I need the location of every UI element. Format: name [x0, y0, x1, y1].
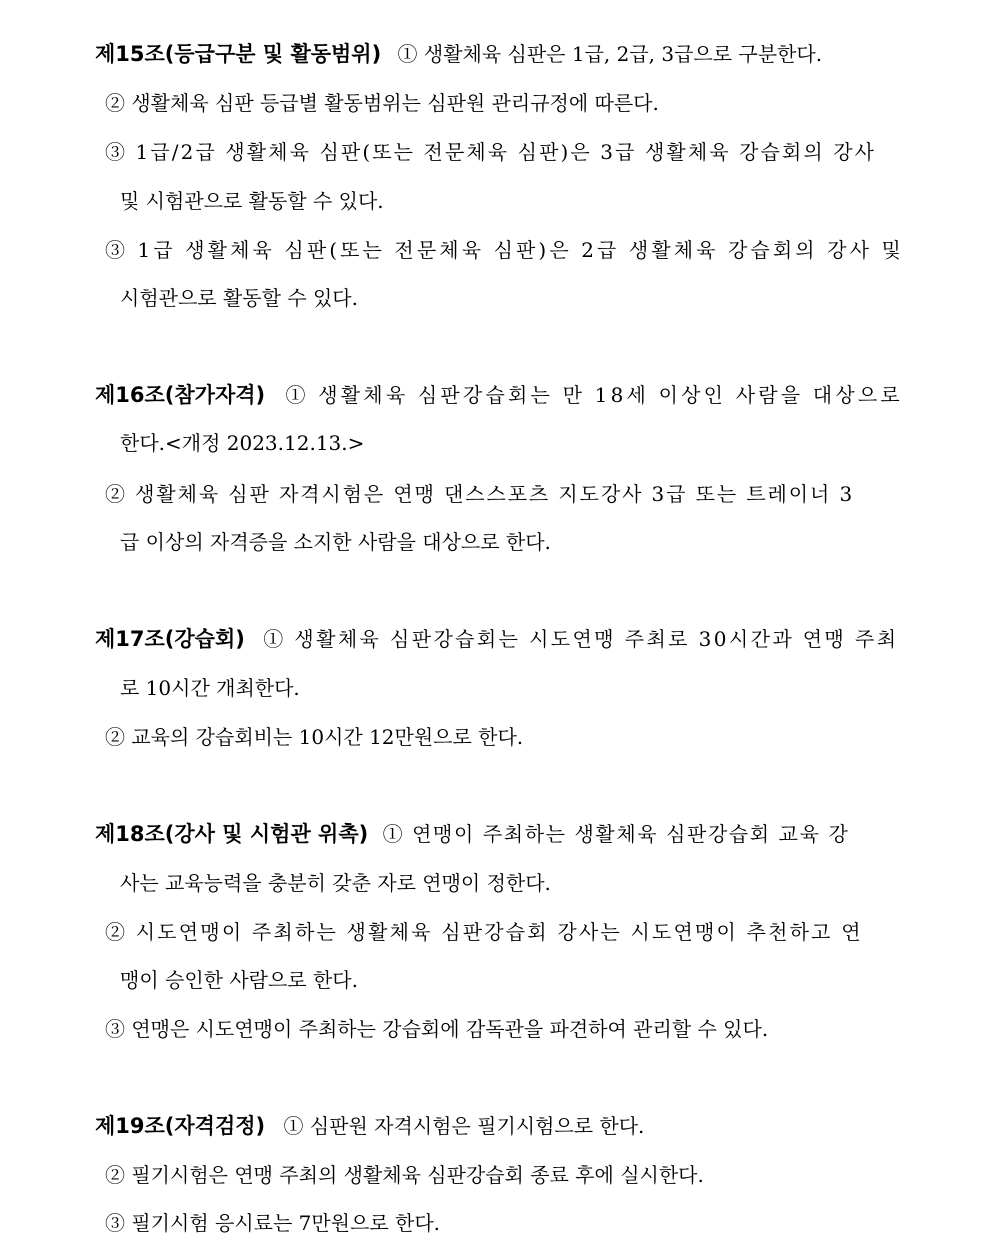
article-16-clause-1: ① 생활체육 심판강습회는 만 18세 이상인 사람을 대상으로 — [285, 383, 903, 407]
article-18-clause-1-cont: 사는 교육능력을 충분히 갖춘 자로 연맹이 정한다. — [120, 871, 551, 895]
article-17-clause-2: ② 교육의 강습회비는 10시간 12만원으로 한다. — [105, 725, 524, 749]
article-15-clause-3a-text: ③ 1급/2급 생활체육 심판(또는 전문체육 심판)은 3급 생활체육 강습회의 강사 — [105, 140, 877, 164]
article-15-clause-3a-cont: 및 시험관으로 활동할 수 있다. — [120, 189, 384, 213]
article-19-clause-2: ② 필기시험은 연맹 주최의 생활체육 심판강습회 종료 후에 실시한다. — [105, 1163, 704, 1187]
article-15-clause-3b: ③ 1급 생활체육 심판(또는 전문체육 심판)은 2급 생활체육 강습회의 강사 및 — [105, 238, 904, 262]
article-16-clause-2-cont: 급 이상의 자격증을 소지한 사람을 대상으로 한다. — [120, 530, 551, 554]
article-15-clause-1: ① 생활체육 심판은 1급, 2급, 3급으로 구분한다. — [397, 42, 823, 66]
article-18-first-line — [95, 820, 895, 848]
article-19-clause-3: ③ 필기시험 응시료는 7만원으로 한다. — [105, 1211, 440, 1235]
article-18-clause-3: ③ 연맹은 시도연맹이 주최하는 강습회에 감독관을 파견하여 관리할 수 있다. — [105, 1017, 769, 1041]
article-19-first-line — [95, 1112, 895, 1140]
article-17-clause-1: ① 생활체육 심판강습회는 시도연맹 주최로 30시간과 연맹 주최 — [263, 627, 899, 651]
article-15-first-line — [95, 40, 895, 68]
article-16-first-line — [95, 381, 903, 409]
article-18-heading: 제18조(강사 및 시험관 위촉) — [95, 822, 369, 846]
article-15-clause-3a — [105, 138, 895, 166]
article-19-heading: 제19조(자격검정) — [95, 1114, 266, 1138]
article-16-clause-2: ② 생활체육 심판 자격시험은 연맹 댄스스포츠 지도강사 3급 또는 트레이너 3 — [105, 482, 855, 506]
article-15-clause-2: ② 생활체육 심판 등급별 활동범위는 심판원 관리규정에 따른다. — [105, 91, 659, 115]
article-15-heading: 제15조(등급구분 및 활동범위) — [95, 42, 382, 66]
article-17-clause-1-cont: 로 10시간 개최한다. — [120, 676, 300, 700]
article-17-first-line — [95, 625, 899, 653]
article-15-clause-3b-cont: 시험관으로 활동할 수 있다. — [120, 286, 358, 310]
article-17-heading: 제17조(강습회) — [95, 627, 245, 651]
article-18-clause-2-cont: 맹이 승인한 사람으로 한다. — [120, 968, 358, 992]
article-18-clause-1: ① 연맹이 주최하는 생활체육 심판강습회 교육 강 — [382, 822, 850, 846]
article-19-clause-1: ① 심판원 자격시험은 필기시험으로 한다. — [283, 1114, 645, 1138]
article-18-clause-2: ② 시도연맹이 주최하는 생활체육 심판강습회 강사는 시도연맹이 추천하고 연 — [105, 920, 863, 944]
article-16-heading: 제16조(참가자격) — [95, 383, 266, 407]
article-16-clause-1-cont: 한다.<개정 2023.12.13.> — [120, 431, 365, 455]
